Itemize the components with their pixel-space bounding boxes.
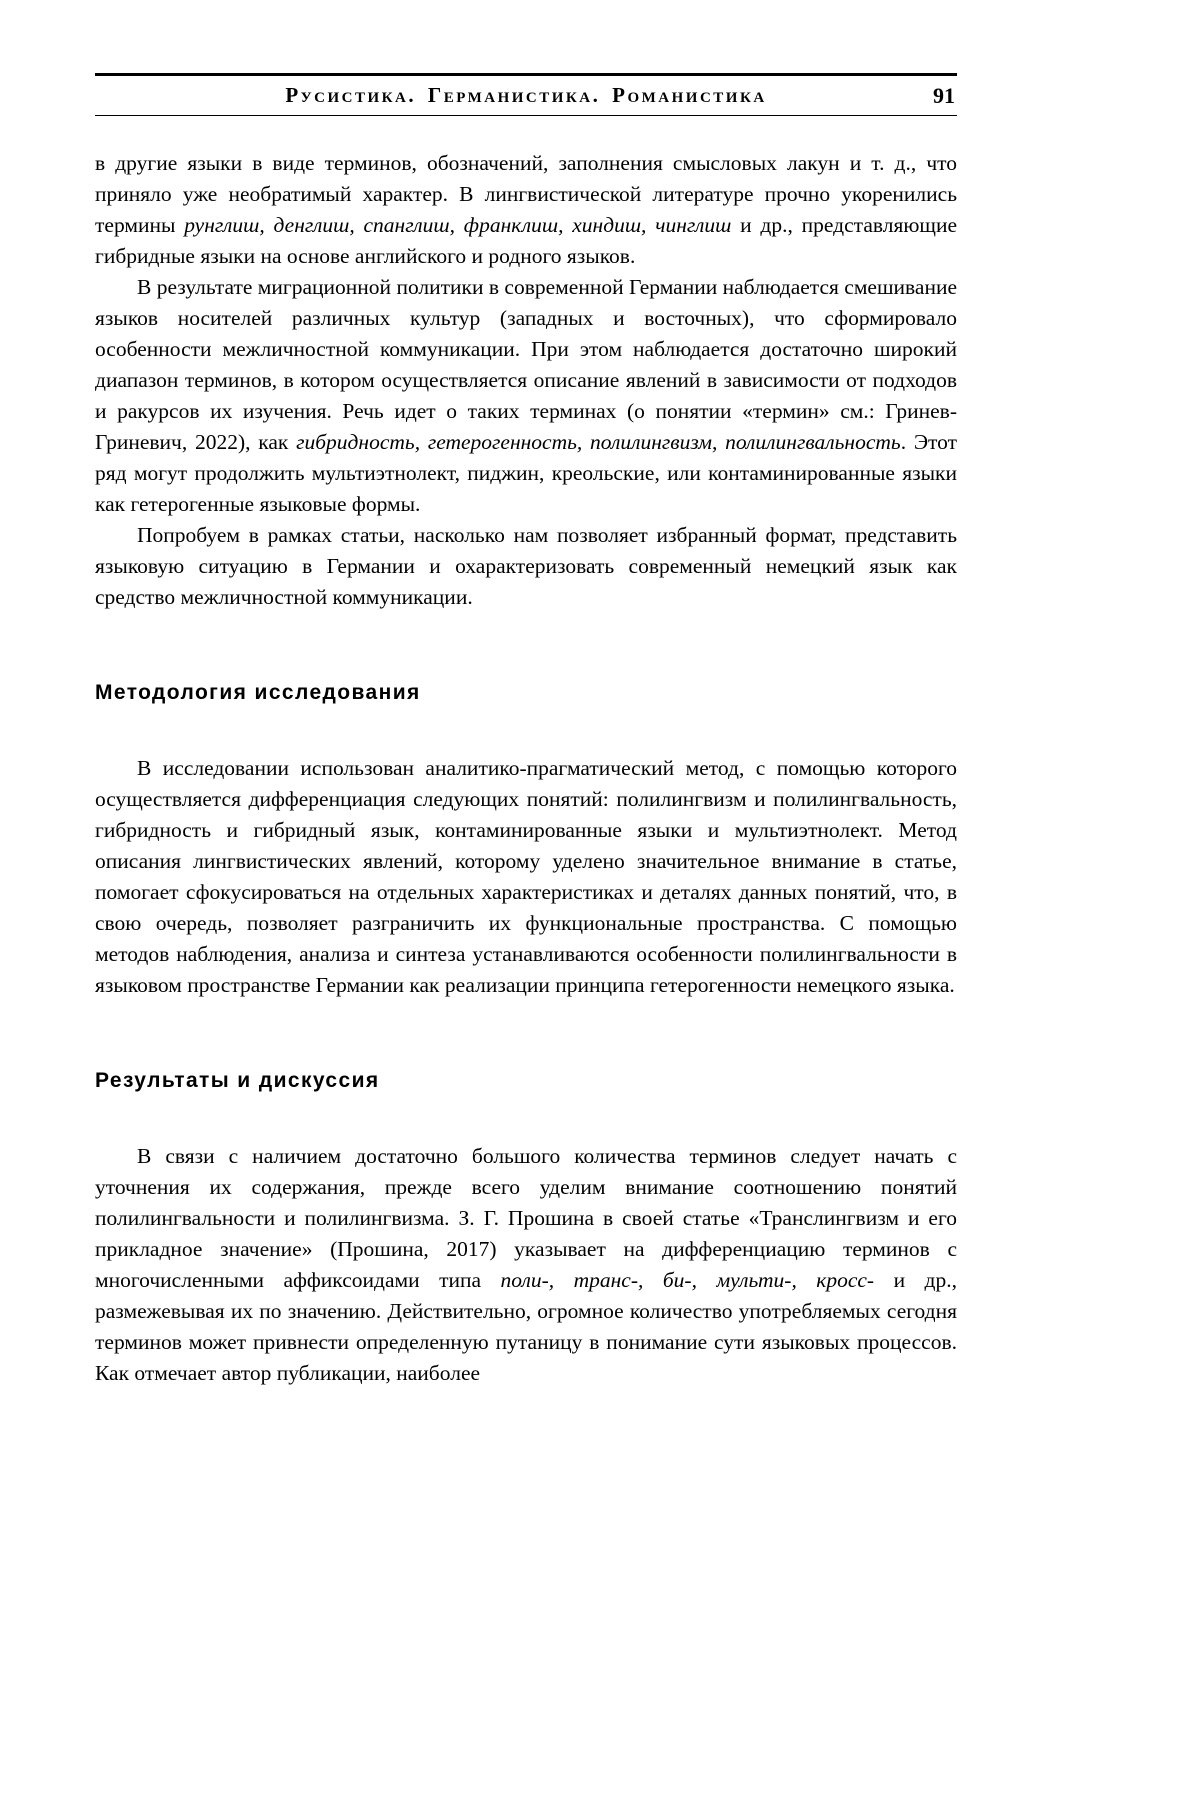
running-header (95, 76, 957, 115)
paragraph (95, 272, 957, 520)
text-run: В результате миграционной политики в современной Германии наблюдается смешивание языков носителей различных культур (западных и восточных), что сформировало особенности межличностной коммуникации. При этом наблюдается достаточно широкий диапазон терминов, в котором осуществляется описание явлений в зависимости от подходов и ракурсов их изучения. Речь идет о таких терминах (о понятии «термин» см.: Гринев-Гриневич, 2022), как (95, 275, 957, 454)
running-header-title: Русистика. Германистика. Романистика (285, 83, 767, 107)
paragraph (95, 148, 957, 272)
text-run: и др., представляющие гибридные языки на основе английского и родного языков. (95, 213, 958, 268)
text-run: и др., размежевывая их по значению. Действительно, огромное количество употребляемых сегодня терминов может привнести определенную путаницу в понимание сути языковых процессов. Как отмечает автор публикации, наиболее (95, 1268, 957, 1385)
text-run: Попробуем в рамках статьи, насколько нам позволяет избранный формат, представить языковую ситуацию в Германии и охарактеризовать современный немецкий язык как средство межличностной коммуникации. (95, 523, 957, 609)
text-run: рунглиш, денглиш, спанглиш, франклиш, хиндиш, чинглиш (184, 213, 732, 237)
section-heading-results: Результаты и дискуссия (95, 1069, 380, 1092)
page-number: 91 (933, 82, 955, 108)
text-run: В связи с наличием достаточно большого количества терминов следует начать с уточнения их содержания, прежде всего уделим внимание соотношению понятий полилингвальности и полилингвизма. З. Г. Прошина в своей статье «Транслингвизм и его прикладное значение» (Прошина, 2017) указывает на дифференциацию терминов с многочисленными аффиксоидами типа (95, 1144, 957, 1292)
text-column (95, 0, 957, 1389)
text-run: поли-, транс-, би-, мульти-, кросс- (500, 1268, 875, 1292)
article-body (95, 148, 957, 1389)
paragraph (95, 753, 957, 1001)
section-heading-methodology: Методология исследования (95, 681, 421, 704)
text-run: . Этот ряд могут продолжить мультиэтнолект, пиджин, креольские, или контаминированные языки как гетерогенные языковые формы. (95, 430, 957, 516)
text-run: в другие языки в виде терминов, обозначений, заполнения смысловых лакун и т. д., что приняло уже необратимый характер. В лингвистической литературе прочно укоренились термины (95, 151, 957, 237)
header-rule-bottom (95, 115, 957, 116)
paragraph (95, 520, 957, 613)
paragraph (95, 1141, 957, 1389)
text-run: гибридность, гетерогенность, полилингвизм, полилингвальность (296, 430, 901, 454)
text-run: В исследовании использован аналитико-прагматический метод, с помощью которого осуществляется дифференциация следующих понятий: полилингвизм и полилингвальность, гибридность и гибридный язык, контаминированные языки и мультиэтнолект. Метод описания лингвистических явлений, которому уделено значительное внимание в статье, помогает сфокусироваться на отдельных характеристиках и деталях данных понятий, что, в свою очередь, позволяет разграничить их функциональные пространства. С помощью методов наблюдения, анализа и синтеза устанавливаются особенности полилингвальности в языковом пространстве Германии как реализации принципа гетерогенности немецкого языка. (95, 756, 957, 997)
